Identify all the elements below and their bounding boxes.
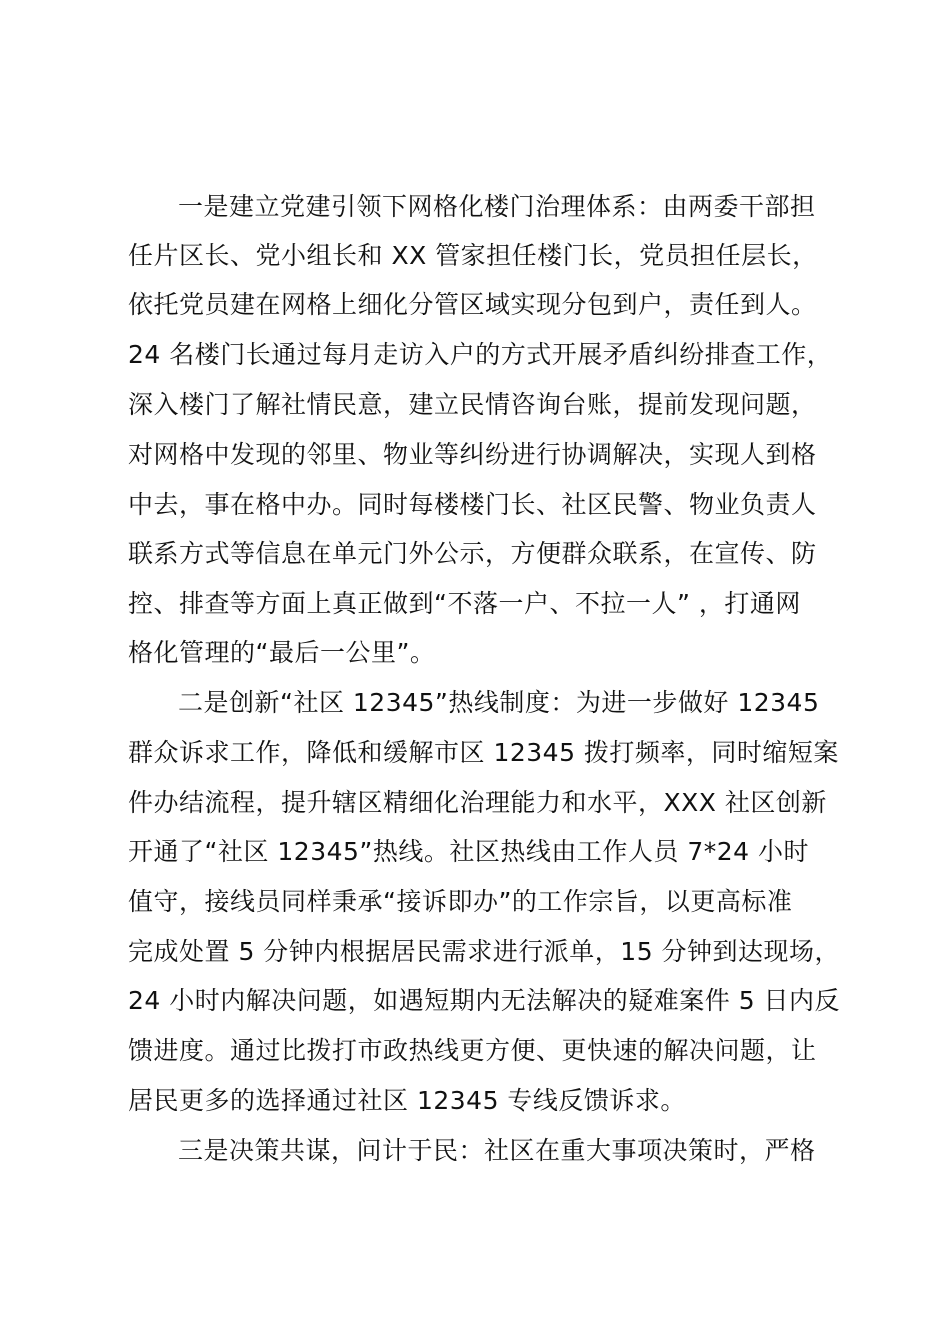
paragraph-2-line-5: 值守，接线员同样秉承“接诉即办”的工作宗旨，以更高标准 [128,887,793,916]
paragraph-1-line-4: 24 名楼门长通过每月走访入户的方式开展矛盾纠纷排查工作， [128,340,833,369]
paragraph-1-line-2: 任片区长、党小组长和 XX 管家担任楼门长，党员担任层长， [128,241,818,270]
paragraph-2-line-7: 24 小时内解决问题，如遇短期内无法解决的疑难案件 5 日内反 [128,986,841,1015]
paragraph-2-line-2: 群众诉求工作，降低和缓解市区 12345 拨打频率，同时缩短案 [128,738,839,767]
paragraph-3-line-1: 三是决策共谋，问计于民：社区在重大事项决策时，严格 [178,1136,816,1165]
paragraph-2-line-8: 馈进度。通过比拨打市政热线更方便、更快速的解决问题，让 [128,1036,817,1065]
paragraph-1-line-6: 对网格中发现的邻里、物业等纠纷进行协调解决，实现人到格 [128,440,817,469]
paragraph-1-line-3: 依托党员建在网格上细化分管区域实现分包到户，责任到人。 [128,290,817,319]
paragraph-1-line-7: 中去，事在格中办。同时每楼楼门长、社区民警、物业负责人 [128,490,817,519]
paragraph-1-line-1: 一是建立党建引领下网格化楼门治理体系：由两委干部担 [178,192,816,221]
paragraph-1-line-10: 格化管理的“最后一公里”。 [128,638,436,667]
paragraph-2-line-1: 二是创新“社区 12345”热线制度：为进一步做好 12345 [178,688,820,717]
paragraph-2-line-6: 完成处置 5 分钟内根据居民需求进行派单，15 分钟到达现场， [128,937,841,966]
paragraph-1-line-5: 深入楼门了解社情民意，建立民情咨询台账，提前发现问题， [128,390,817,419]
paragraph-2-line-4: 开通了“社区 12345”热线。社区热线由工作人员 7*24 小时 [128,837,809,866]
paragraph-1-line-9: 控、排查等方面上真正做到“不落一户、不拉一人” ，打通网 [128,589,801,618]
paragraph-2-line-9: 居民更多的选择通过社区 12345 专线反馈诉求。 [128,1086,686,1115]
paragraph-2-line-3: 件办结流程，提升辖区精细化治理能力和水平，XXX 社区创新 [128,788,827,817]
paragraph-1-line-8: 联系方式等信息在单元门外公示，方便群众联系，在宣传、防 [128,539,817,568]
